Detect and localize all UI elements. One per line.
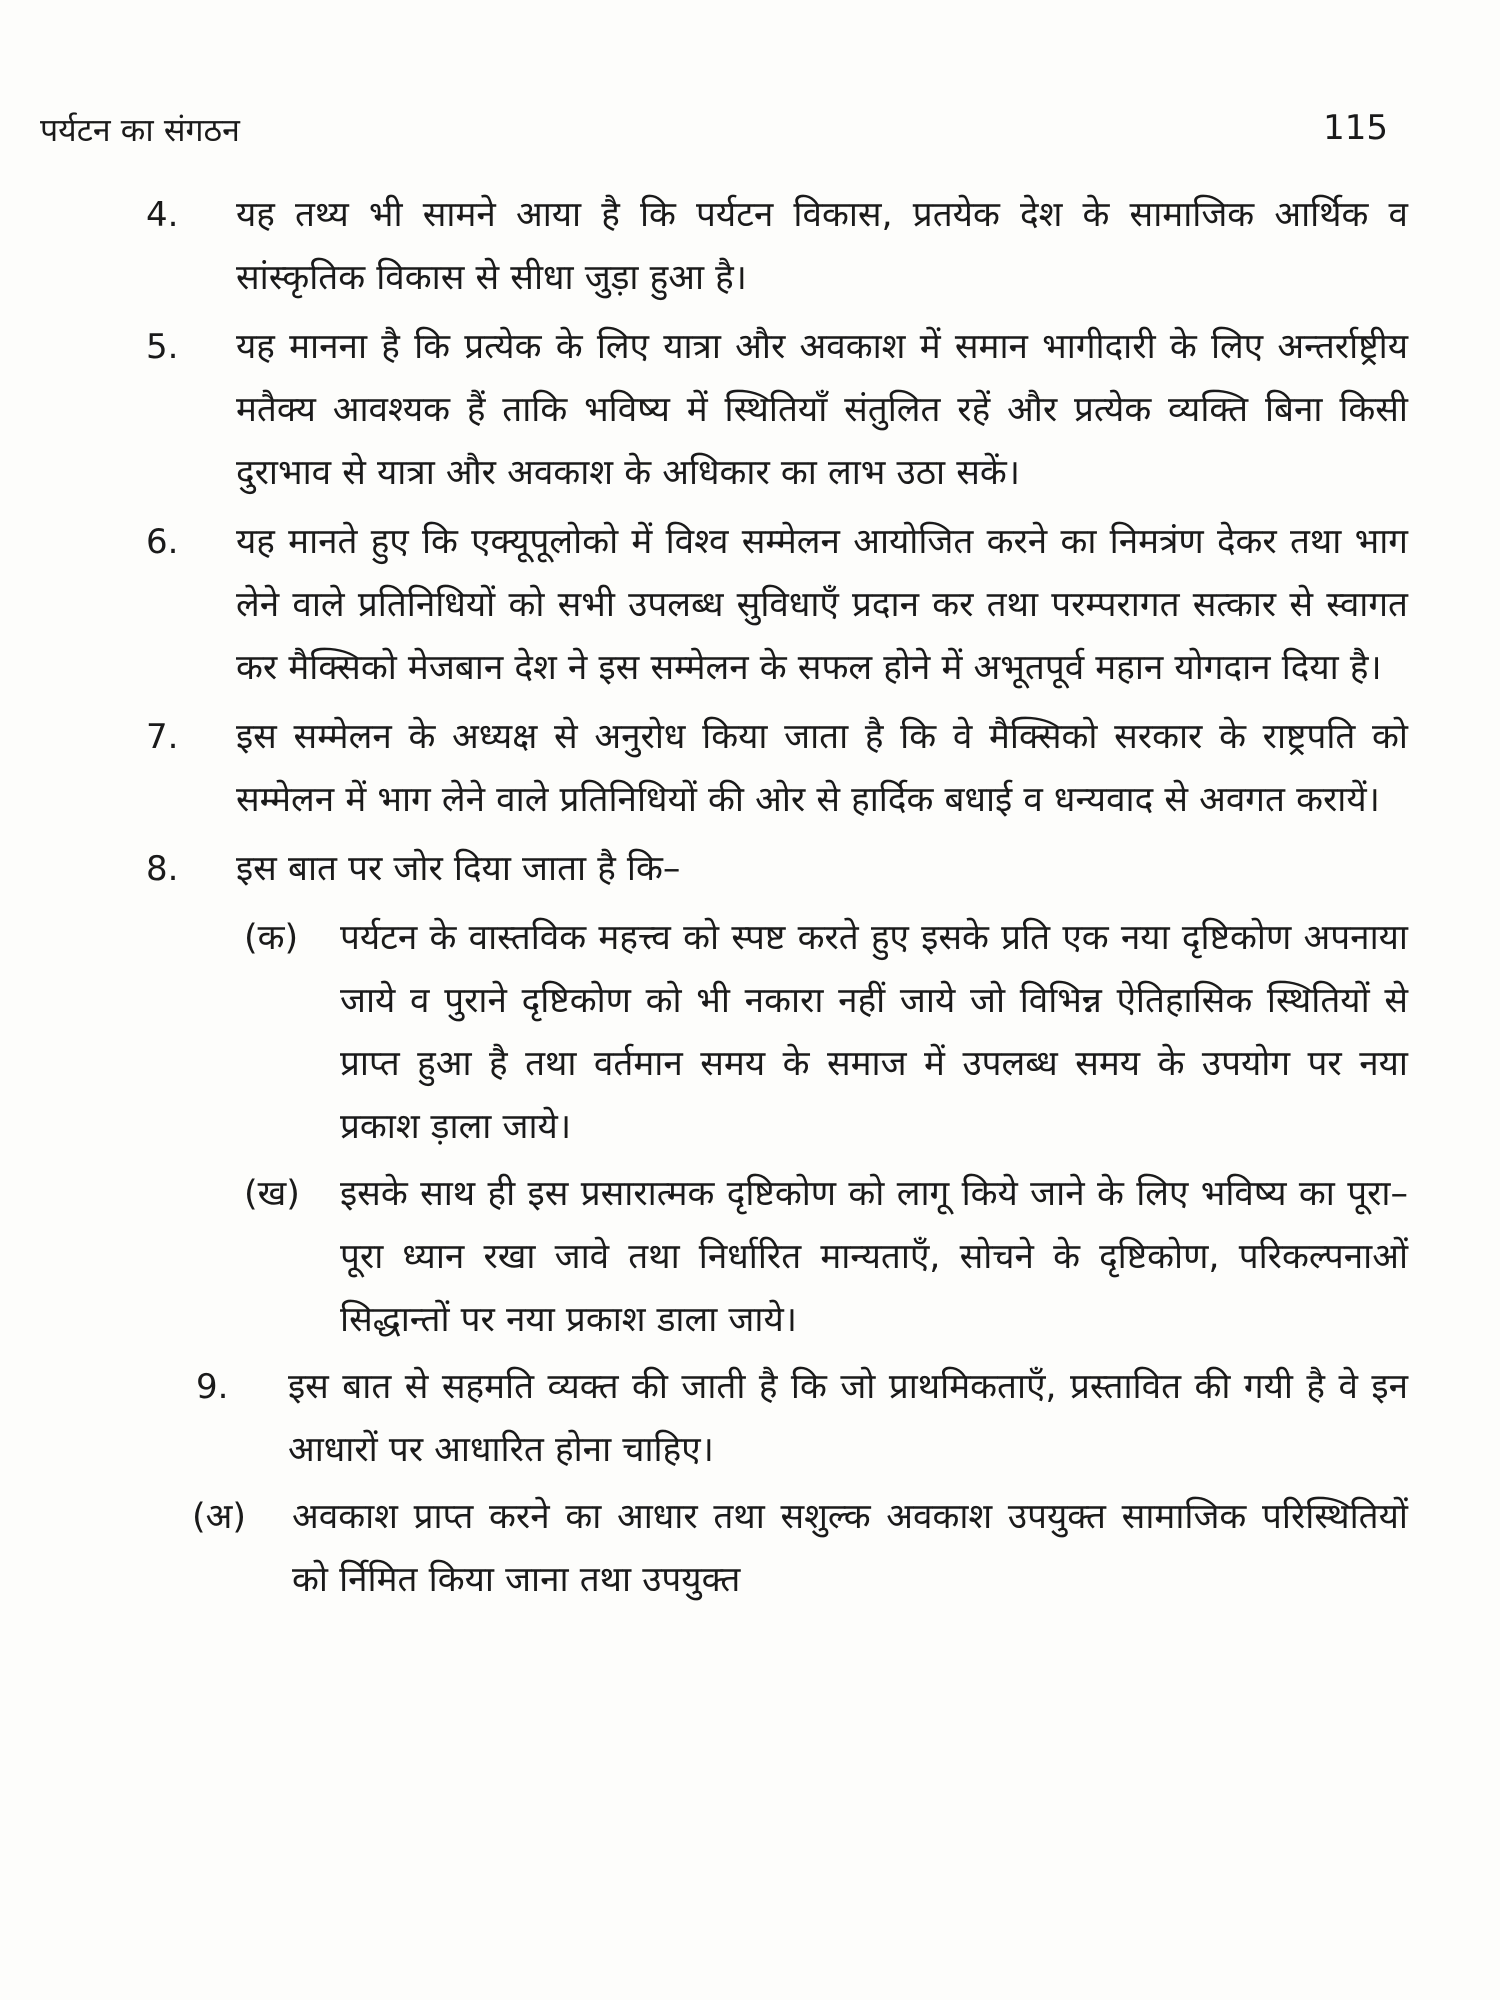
page-number: 115: [1323, 108, 1388, 148]
item-text: यह तथ्य भी सामने आया है कि पर्यटन विकास, प्रतयेक देश के सामाजिक आर्थिक व सांस्कृतिक विकास से सीधा जुड़ा हुआ है।: [236, 195, 1408, 298]
running-header: [40, 108, 1408, 164]
item-text: यह मानना है कि प्रत्येक के लिए यात्रा और अवकाश में समान भागीदारी के लिए अन्तर्राष्ट्रीय मतैक्य आवश्यक हैं ताकि भविष्य में स्थितियाँ संतुलित रहें और प्रत्येक व्यक्ति बिना किसी दुराभाव से यात्रा और अवकाश के अधिकार का लाभ उठा सकें।: [236, 327, 1408, 493]
item-text: इस सम्मेलन के अध्यक्ष से अनुरोध किया जाता है कि वे मैक्सिको सरकार के राष्ट्रपति को सम्मेलन में भाग लेने वाले प्रतिनिधियों की ओर से हार्दिक बधाई व धन्यवाद से अवगत करायें।: [236, 717, 1408, 820]
subitem-text: अवकाश प्राप्त करने का आधार तथा सशुल्क अवकाश उपयुक्त सामाजिक परिस्थितियों को र्निमित किया जाना तथा उपयुक्त: [292, 1497, 1408, 1600]
item-number: 9.: [196, 1367, 229, 1407]
item-text: इस बात से सहमति व्यक्त की जाती है कि जो प्राथमिकताएँ, प्रस्तावित की गयी है वे इन आधारों पर आधारित होना चाहिए।: [288, 1367, 1408, 1470]
subitem-marker: (अ): [192, 1497, 247, 1537]
resolution-item-8: [40, 838, 1408, 901]
subitem-text: इसके साथ ही इस प्रसारात्मक दृष्टिकोण को लागू किये जाने के लिए भविष्य का पूरा–पूरा ध्यान रखा जावे तथा निर्धारित मान्यताएँ, सोचने के दृष्टिकोण, परिकल्पनाओं सिद्धान्तों पर नया प्रकाश डाला जाये।: [340, 1174, 1408, 1340]
resolution-list: [40, 184, 1408, 1612]
chapter-title: पर्यटन का संगठन: [40, 111, 240, 149]
resolution-item-6: [40, 511, 1408, 700]
resolution-item-4: [40, 184, 1408, 310]
item-text: इस बात पर जोर दिया जाता है कि–: [236, 849, 681, 889]
item-number: 5.: [146, 327, 179, 367]
item-text: यह मानते हुए कि एक्यूपूलोको में विश्व सम्मेलन आयोजित करने का निमत्रंण देकर तथा भाग लेने वाले प्रतिनिधियों को सभी उपलब्ध सुविधाएँ प्रदान कर तथा परम्परागत सत्कार से स्वागत कर मैक्सिको मेजबान देश ने इस सम्मेलन के सफल होने में अभूतपूर्व महान योगदान दिया है।: [236, 522, 1408, 688]
resolution-item-5: [40, 316, 1408, 505]
item-number: 8.: [146, 849, 179, 889]
resolution-item-7: [40, 706, 1408, 832]
item-number: 6.: [146, 522, 179, 562]
item-number: 7.: [146, 717, 179, 757]
subitem-ka: [40, 907, 1408, 1159]
subitem-a: [40, 1486, 1408, 1612]
item-number: 4.: [146, 195, 179, 235]
subitem-kha: [40, 1163, 1408, 1352]
resolution-item-9: [40, 1356, 1408, 1482]
subitem-text: पर्यटन के वास्तविक महत्त्व को स्पष्ट करते हुए इसके प्रति एक नया दृष्टिकोण अपनाया जाये व पुराने दृष्टिकोण को भी नकारा नहीं जाये जो विभिन्न ऐतिहासिक स्थितियों से प्राप्त हुआ है तथा वर्तमान समय के समाज में उपलब्ध समय के उपयोग पर नया प्रकाश ड़ाला जाये।: [340, 918, 1408, 1147]
subitem-marker: (ख): [244, 1174, 300, 1214]
subitem-marker: (क): [244, 918, 299, 958]
